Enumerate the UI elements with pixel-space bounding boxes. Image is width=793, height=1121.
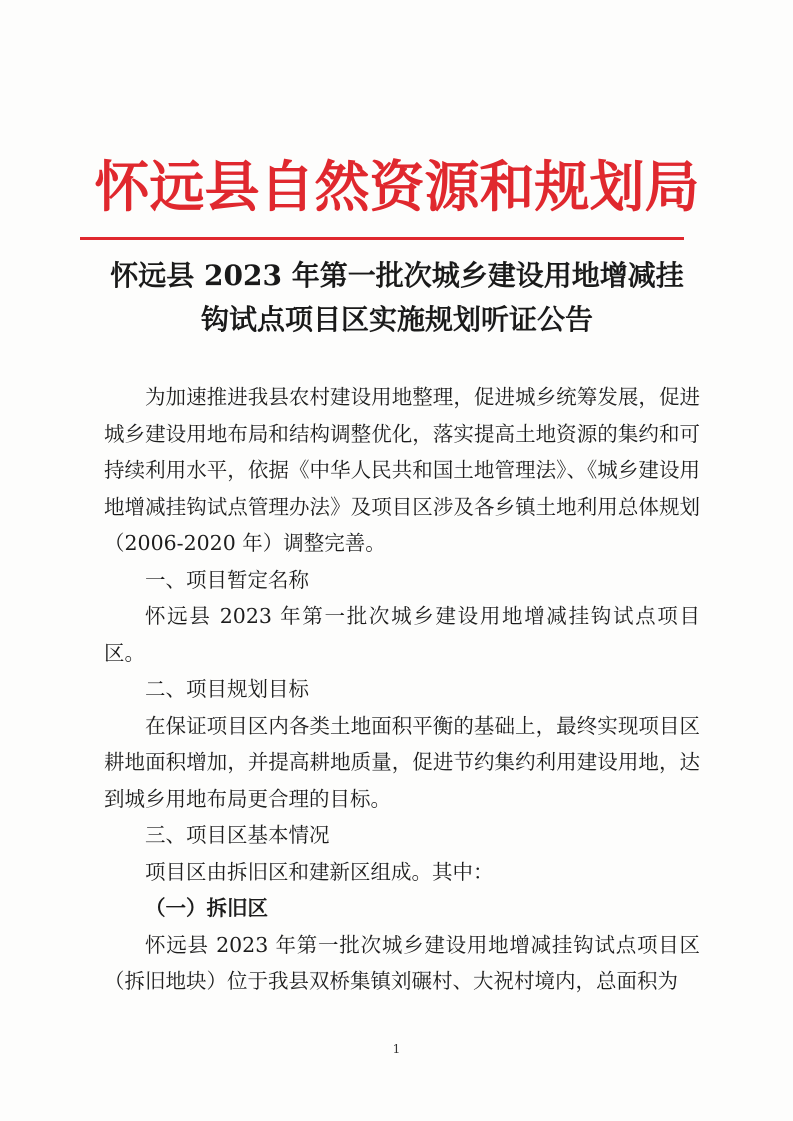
title-line-2: 钩试点项目区实施规划听证公告 — [200, 303, 593, 336]
document-title — [92, 254, 702, 342]
section-2-heading: 二、项目规划目标 — [145, 677, 309, 701]
subsection-1-heading: （一）拆旧区 — [145, 896, 268, 920]
intro-paragraph: 为加速推进我县农村建设用地整理，促进城乡统筹发展，促进城乡建设用地布局和结构调整优化，落实提高土地资源的集约和可持续利用水平，依据《中华人民共和国土地管理法》、《城乡建设用地增减挂钩试点管理办法》及项目区涉及各乡镇土地利用总体规划（2006-2020 年）调整完善。 — [104, 385, 700, 555]
masthead-title: 怀远县自然资源和规划局 — [94, 154, 700, 219]
section-1-paragraph: 怀远县 2023 年第一批次城乡建设用地增减挂钩试点项目区。 — [104, 604, 700, 665]
section-3-heading: 三、项目区基本情况 — [145, 823, 330, 847]
title-line-1: 怀远县 2023 年第一批次城乡建设用地增减挂 — [110, 259, 684, 292]
masthead-red-rule — [80, 237, 684, 240]
document-body — [104, 379, 700, 1000]
section-1-heading: 一、项目暂定名称 — [145, 567, 309, 592]
section-2-paragraph: 在保证项目区内各类土地面积平衡的基础上，最终实现项目区耕地面积增加，并提高耕地质量，促进节约集约利用建设用地，达到城乡用地布局更合理的目标。 — [104, 713, 700, 811]
section-3-paragraph: 项目区由拆旧区和建新区组成。其中： — [145, 859, 494, 884]
page-number: 1 — [392, 1042, 401, 1056]
subsection-1-paragraph: 怀远县 2023 年第一批次城乡建设用地增减挂钩试点项目区（拆旧地块）位于我县双桥集镇刘碾村、大祝村境内，总面积为 — [104, 932, 700, 993]
